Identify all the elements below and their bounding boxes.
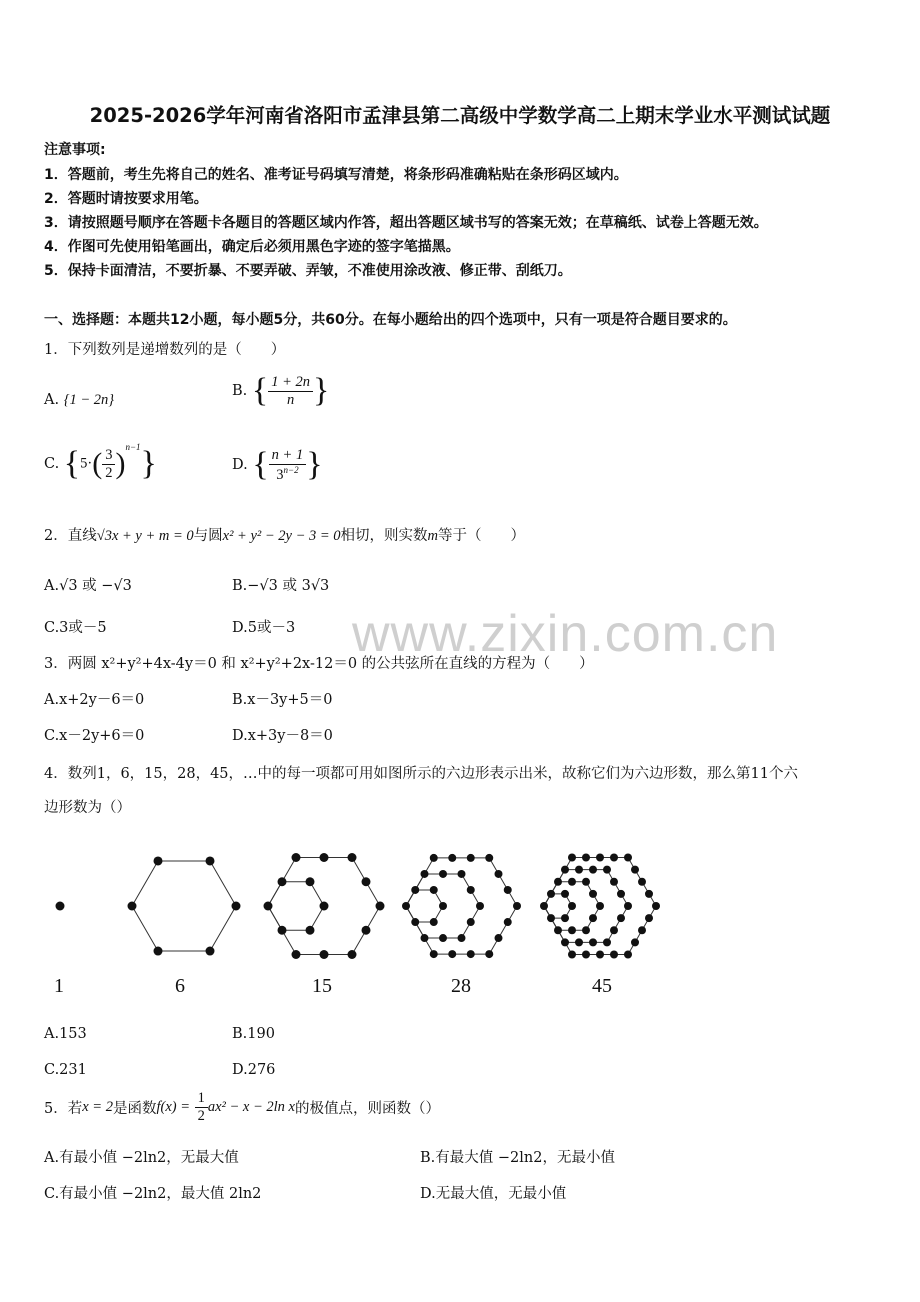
- hex-dot: [430, 854, 438, 862]
- hex-label: 45: [592, 975, 612, 997]
- q3-option-c: C.x－2y+6＝0: [44, 728, 145, 744]
- hex-dot: [582, 950, 590, 958]
- hex-label: 28: [451, 975, 471, 997]
- hex-dot: [624, 950, 632, 958]
- hex-dot: [206, 947, 215, 956]
- hex-dot: [610, 854, 618, 862]
- q4-option-b: B.190: [232, 1026, 275, 1042]
- note-item: 2．答题时请按要求用笔。: [44, 191, 208, 207]
- hex-dot: [128, 902, 137, 911]
- hex-dot: [430, 918, 438, 926]
- hex-dot: [561, 890, 569, 898]
- hex-dot: [476, 902, 484, 910]
- hex-outline: [132, 861, 236, 951]
- hex-dot: [376, 902, 385, 911]
- hex-dot: [645, 914, 653, 922]
- hex-dot: [411, 886, 419, 894]
- q1-option-a: A. {1 − 2n}: [44, 392, 115, 408]
- hexagonal-numbers-figure: [40, 842, 680, 972]
- hex-dot: [495, 870, 503, 878]
- hex-dot: [596, 950, 604, 958]
- hex-dot: [589, 938, 597, 946]
- hex-dot: [624, 854, 632, 862]
- hex-dot: [439, 934, 447, 942]
- watermark: www.zixin.com.cn: [352, 605, 779, 663]
- q5-option-d: D.无最大值，无最小值: [420, 1186, 567, 1202]
- hex-dot: [582, 854, 590, 862]
- hex-dot: [362, 877, 371, 886]
- hex-dot: [547, 890, 555, 898]
- hex-dot: [610, 950, 618, 958]
- note-item: 1．答题前，考生先将自己的姓名、准考证号码填写清楚，将条形码准确粘贴在条形码区域内。: [44, 167, 628, 183]
- hex-dot: [421, 934, 429, 942]
- hex-dot: [485, 950, 493, 958]
- q4-option-c: C.231: [44, 1062, 87, 1078]
- hex-dot: [540, 902, 548, 910]
- hex-dot: [561, 866, 569, 874]
- hex-dot: [467, 918, 475, 926]
- hex-dot: [603, 866, 611, 874]
- hex-dot: [306, 877, 315, 886]
- hex-dot: [430, 950, 438, 958]
- hex-outline: [544, 894, 572, 918]
- hex-dot: [458, 870, 466, 878]
- hex-dot: [458, 934, 466, 942]
- q2-option-b: B.−√3 或 3√3: [232, 578, 330, 594]
- hex-dot: [596, 902, 604, 910]
- question-3-stem: 3．两圆 x²+y²+4x-4y＝0 和 x²+y²+2x-12＝0 的公共弦所在直线的方程为（ ）: [44, 656, 594, 672]
- hex-dot: [617, 890, 625, 898]
- hex-dot: [467, 950, 475, 958]
- hex-label: 15: [312, 975, 332, 997]
- hex-dot: [513, 902, 521, 910]
- notes-heading: 注意事项:: [44, 142, 106, 158]
- q1-option-c: C. {5·( $\frac{3}{2}$ )$^{n-1}$}: [44, 442, 157, 482]
- hex-dot: [589, 866, 597, 874]
- hex-dot: [439, 902, 447, 910]
- hex-dot: [320, 853, 329, 862]
- section-heading: 一、选择题：本题共12小题，每小题5分，共60分。在每小题给出的四个选项中，只有一项是符合题目要求的。: [44, 312, 737, 328]
- hex-dot: [631, 938, 639, 946]
- hex-dot: [320, 902, 329, 911]
- hex-dot: [495, 934, 503, 942]
- question-1-stem: 1．下列数列是递增数列的是（ ）: [44, 342, 286, 358]
- q4-option-d: D.276: [232, 1062, 276, 1078]
- hex-dot: [278, 877, 287, 886]
- hex-dot: [439, 870, 447, 878]
- hex-dot: [504, 918, 512, 926]
- hex-dot: [568, 854, 576, 862]
- hex-dot: [589, 890, 597, 898]
- hex-dot: [448, 950, 456, 958]
- hex-dot: [306, 926, 315, 935]
- hex-dot: [320, 950, 329, 959]
- hex-dot: [348, 853, 357, 862]
- page-title: 2025-2026学年河南省洛阳市孟津县第二高级中学数学高二上期末学业水平测试试题: [89, 104, 831, 127]
- note-item: 3．请按照题号顺序在答题卡各题目的答题区域内作答，超出答题区域书写的答案无效；在草稿纸、试卷上答题无效。: [44, 215, 768, 231]
- q5-option-c: C.有最小值 −2ln2，最大值 2ln2: [44, 1186, 262, 1202]
- hex-dot: [56, 902, 65, 911]
- hex-dot: [232, 902, 241, 911]
- hex-dot: [154, 947, 163, 956]
- hex-dot: [575, 866, 583, 874]
- hex-dot: [561, 938, 569, 946]
- hex-dot: [638, 878, 646, 886]
- hex-dot: [610, 878, 618, 886]
- hex-dot: [589, 914, 597, 922]
- hex-dot: [430, 886, 438, 894]
- question-2-stem: 2．直线√3x + y + m = 0与圆x² + y² − 2y − 3 = 0相切，则实数m等于（ ）: [44, 528, 526, 544]
- q2-option-d: D.5或－3: [232, 620, 296, 636]
- hex-dot: [467, 886, 475, 894]
- hex-dot: [582, 926, 590, 934]
- q5-option-b: B.有最大值 −2ln2，无最小值: [420, 1150, 615, 1166]
- hex-dot: [554, 878, 562, 886]
- hex-dot: [292, 853, 301, 862]
- hex-dot: [264, 902, 273, 911]
- hex-dot: [596, 854, 604, 862]
- hex-dot: [448, 854, 456, 862]
- hex-dot: [154, 856, 163, 865]
- hex-dot: [292, 950, 301, 959]
- note-item: 4．作图可先使用铅笔画出，确定后必须用黑色字迹的签字笔描黑。: [44, 239, 460, 255]
- hex-dot: [504, 886, 512, 894]
- q3-option-b: B.x－3y+5＝0: [232, 692, 333, 708]
- hex-dot: [568, 926, 576, 934]
- hex-dot: [652, 902, 660, 910]
- question-5-stem: 5．若x = 2是函数f(x) = $\frac{1}{2}$ ax² − x − 2ln x的极值点，则函数（）: [44, 1090, 440, 1124]
- hex-dot: [568, 902, 576, 910]
- q3-option-d: D.x+3y－8＝0: [232, 728, 333, 744]
- hex-dot: [554, 926, 562, 934]
- hex-dot: [617, 914, 625, 922]
- hex-outline: [268, 882, 324, 930]
- hex-dot: [575, 938, 583, 946]
- q1-option-b: B. { $\frac{1 + 2n}{n}$ }: [232, 372, 330, 409]
- hex-dot: [402, 902, 410, 910]
- hex-dot: [547, 914, 555, 922]
- hex-dot: [485, 854, 493, 862]
- q2-option-a: A.√3 或 −√3: [44, 578, 132, 594]
- hex-dot: [411, 918, 419, 926]
- hex-dot: [603, 938, 611, 946]
- q1-option-d: D. { $\frac{n + 1}{3^{n-2}}$ }: [232, 446, 323, 483]
- hex-dot: [206, 856, 215, 865]
- hex-outline: [406, 890, 443, 922]
- question-4-stem-line2: 边形数为（）: [44, 800, 131, 816]
- q5-option-a: A.有最小值 −2ln2，无最大值: [44, 1150, 239, 1166]
- hex-dot: [631, 866, 639, 874]
- hex-dot: [645, 890, 653, 898]
- question-4-stem-line1: 4．数列1，6，15，28，45，…中的每一项都可用如图所示的六边形表示出米，故称它们为六边形数，那么第11个六: [44, 766, 798, 782]
- hex-dot: [421, 870, 429, 878]
- hex-dot: [467, 854, 475, 862]
- q3-option-a: A.x+2y－6＝0: [44, 692, 145, 708]
- hex-dot: [638, 926, 646, 934]
- hex-dot: [568, 950, 576, 958]
- hex-dot: [624, 902, 632, 910]
- hex-dot: [348, 950, 357, 959]
- q4-option-a: A.153: [44, 1026, 87, 1042]
- hex-dot: [568, 878, 576, 886]
- hex-dot: [278, 926, 287, 935]
- note-item: 5．保持卡面清洁，不要折暴、不要弄破、弄皱，不准使用涂改液、修正带、刮纸刀。: [44, 263, 572, 279]
- hex-label: 6: [175, 975, 185, 997]
- hex-dot: [582, 878, 590, 886]
- q2-option-c: C.3或－5: [44, 620, 107, 636]
- hex-dot: [610, 926, 618, 934]
- hex-label: 1: [54, 975, 64, 997]
- hex-dot: [362, 926, 371, 935]
- hex-dot: [561, 914, 569, 922]
